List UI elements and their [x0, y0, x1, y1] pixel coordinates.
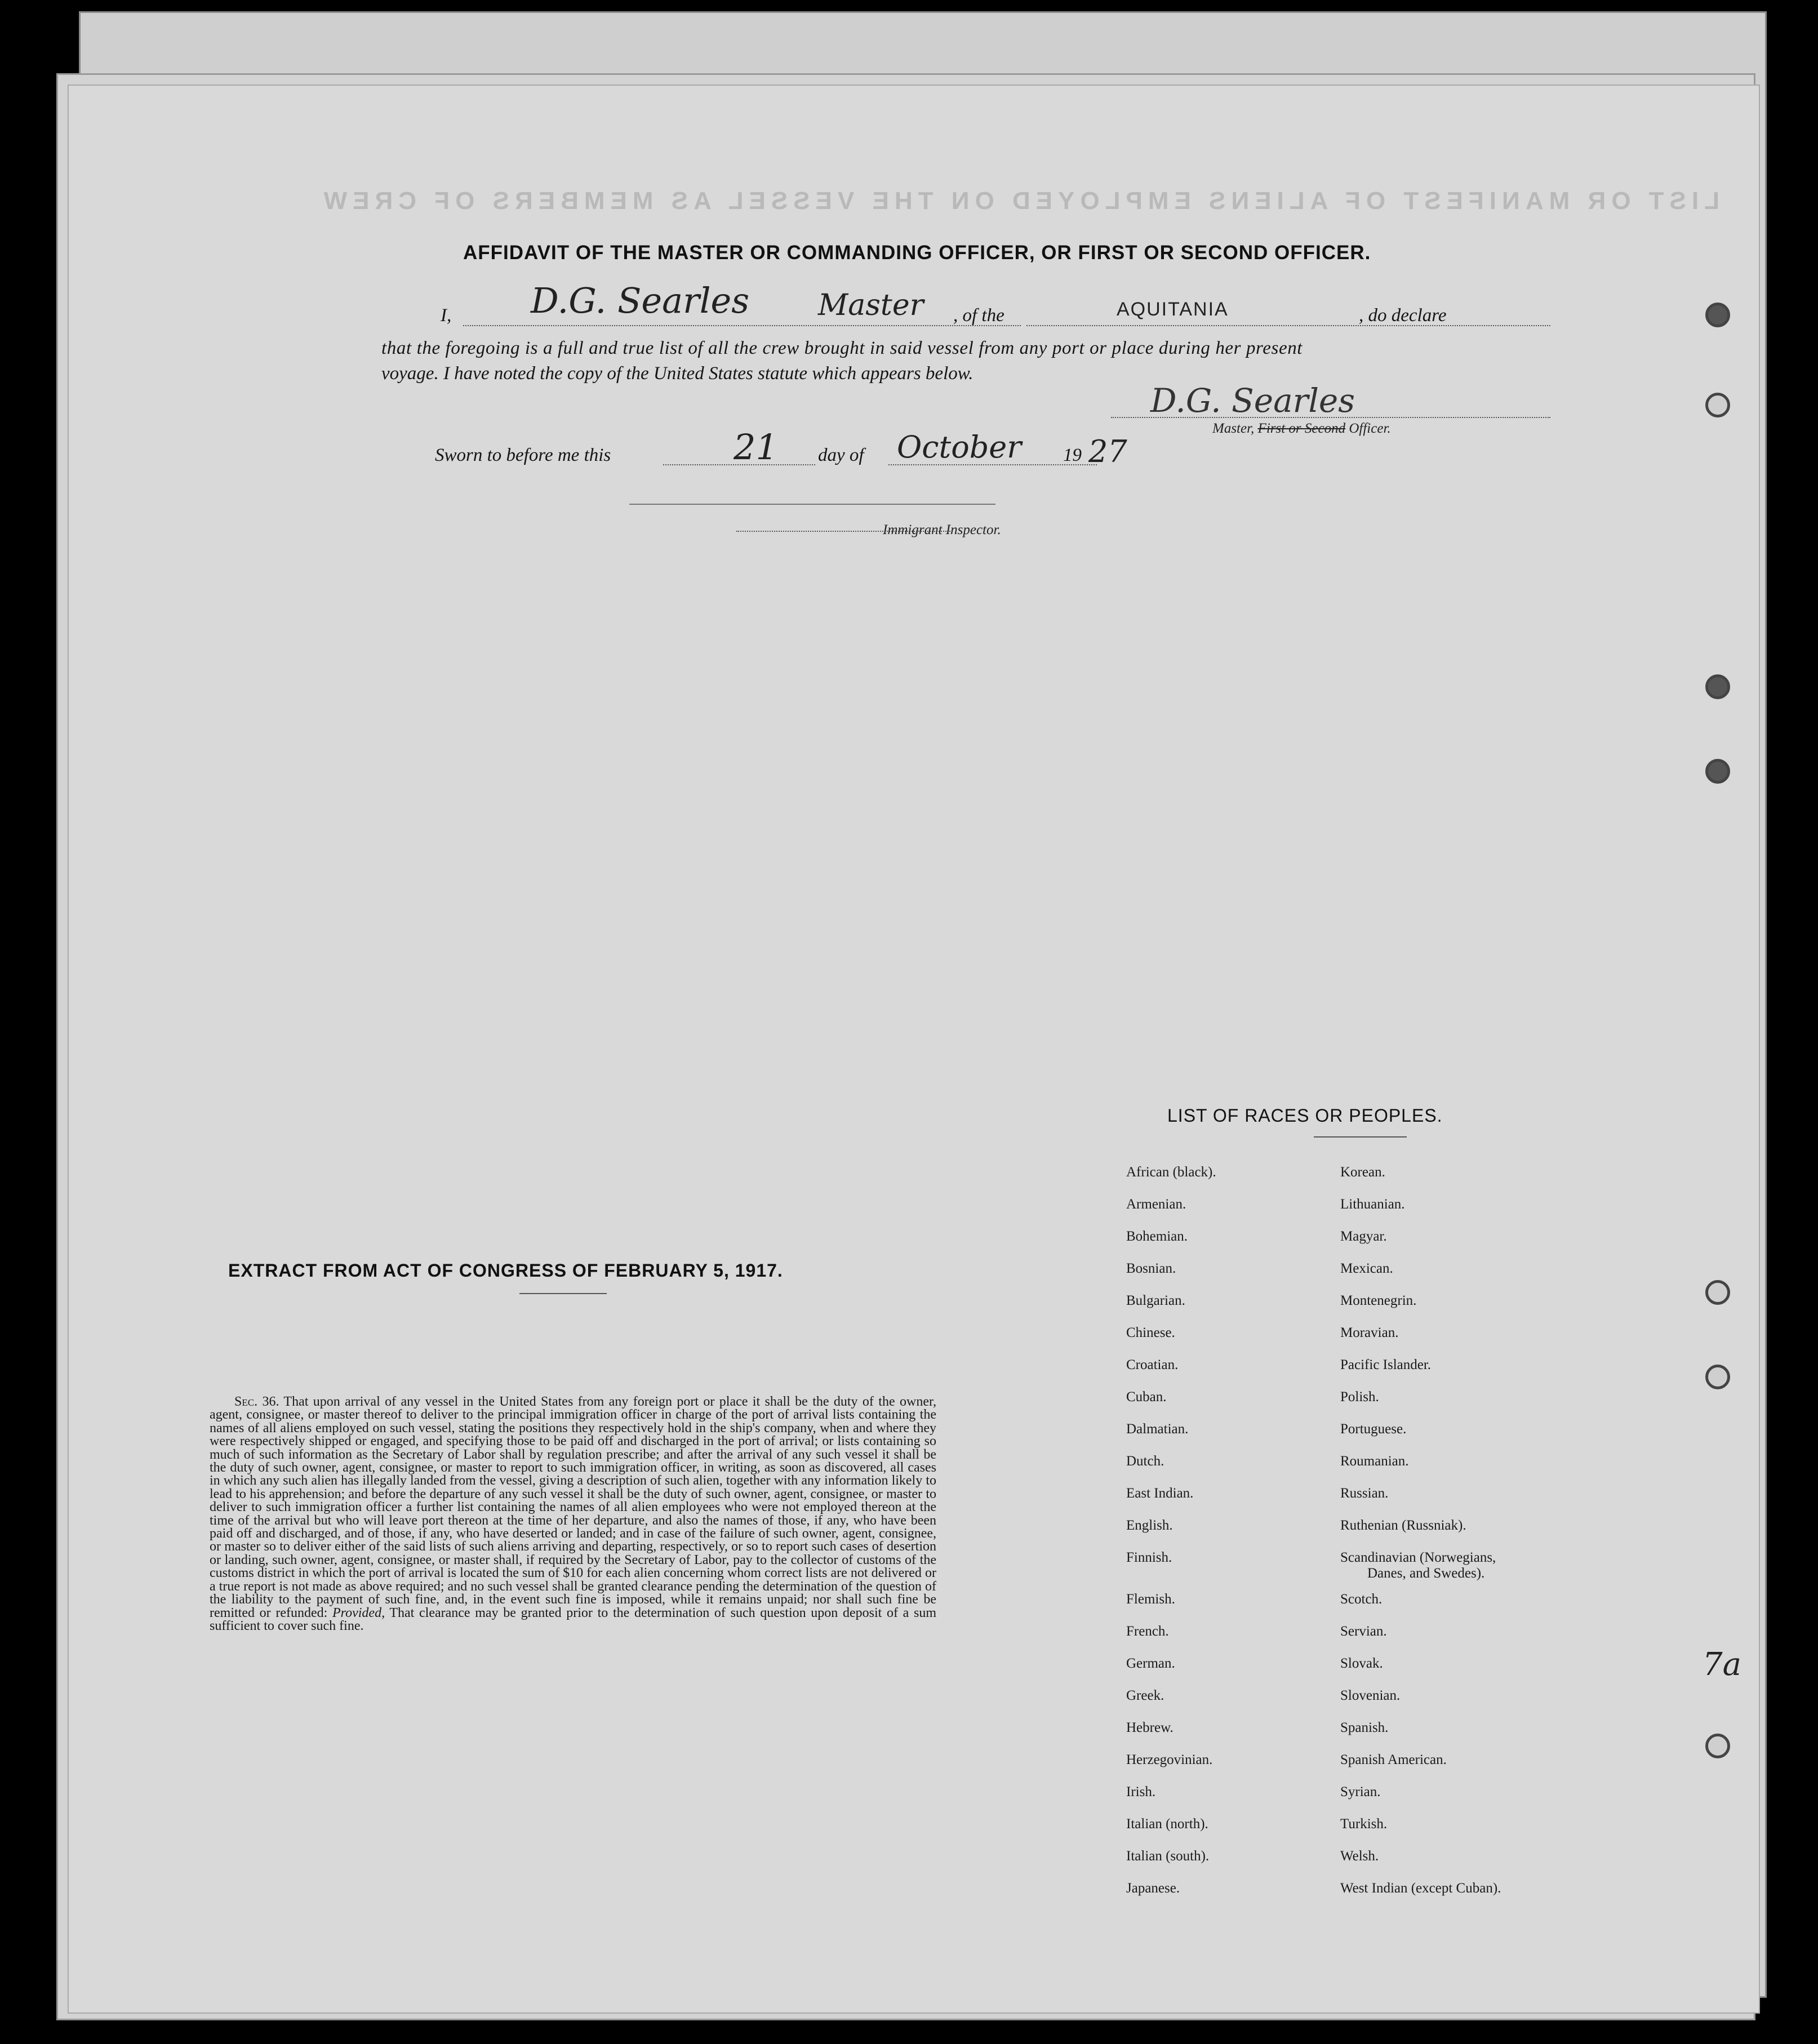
- race-item: Montenegrin.: [1340, 1293, 1417, 1308]
- day-of-text: day of: [818, 445, 864, 465]
- binder-hole: [1705, 759, 1730, 784]
- race-item: Bosnian.: [1126, 1261, 1176, 1276]
- races-left-column: [1126, 1165, 1216, 1913]
- race-item: Slovak.: [1340, 1656, 1383, 1671]
- affidavit-body-line-2: voyage. I have noted the copy of the United States statute which appears below.: [381, 363, 974, 384]
- race-item: Japanese.: [1126, 1881, 1180, 1896]
- race-item: Slovenian.: [1340, 1688, 1401, 1703]
- affidavit-title: AFFIDAVIT OF THE MASTER OR COMMANDING OFFICER, OR FIRST OR SECOND OFFICER.: [463, 242, 1371, 264]
- act-section-36: [210, 1396, 936, 1633]
- sworn-month-handwritten: October: [897, 429, 1022, 465]
- of-the-text: , of the: [953, 305, 1004, 326]
- race-item: Spanish.: [1340, 1720, 1389, 1735]
- race-item: German.: [1126, 1656, 1175, 1671]
- race-item: Korean.: [1340, 1165, 1385, 1180]
- sworn-day-handwritten: 21: [734, 426, 778, 468]
- binder-hole: [1705, 674, 1730, 699]
- race-item: Spanish American.: [1340, 1752, 1447, 1767]
- race-item: Mexican.: [1340, 1261, 1393, 1276]
- officer-caption-master: Master,: [1212, 421, 1255, 436]
- race-item: Syrian.: [1340, 1784, 1381, 1799]
- race-item: Welsh.: [1340, 1849, 1379, 1864]
- bleed-through-header: LIST OR MANIFEST OF ALIENS EMPLOYED ON THE VESSEL AS MEMBERS OF CREW: [318, 187, 1719, 215]
- races-title: LIST OF RACES OR PEOPLES.: [1167, 1105, 1443, 1126]
- race-item: Irish.: [1126, 1784, 1156, 1799]
- race-item: Ruthenian (Russniak).: [1340, 1518, 1466, 1533]
- race-item: Russian.: [1340, 1486, 1389, 1501]
- extract-title: EXTRACT FROM ACT OF CONGRESS OF FEBRUARY 5, 1917.: [228, 1260, 783, 1281]
- race-item: Turkish.: [1340, 1816, 1388, 1832]
- races-title-rule: [1314, 1136, 1407, 1137]
- master-name-line: [463, 325, 1021, 326]
- manifest-page: [68, 85, 1760, 2014]
- race-item: Greek.: [1126, 1688, 1164, 1703]
- officer-caption: [1212, 421, 1391, 437]
- race-item: Bulgarian.: [1126, 1293, 1185, 1308]
- race-item: Moravian.: [1340, 1325, 1399, 1340]
- race-item: Lithuanian.: [1340, 1197, 1405, 1212]
- race-item: Magyar.: [1340, 1229, 1387, 1244]
- binder-hole: [1705, 1280, 1730, 1305]
- officer-caption-struck: First or Second: [1257, 421, 1346, 436]
- race-item: Cuban.: [1126, 1389, 1167, 1405]
- race-item: Roumanian.: [1340, 1454, 1409, 1469]
- race-item: French.: [1126, 1624, 1169, 1639]
- race-item-line: Scandinavian (Norwegians,: [1340, 1550, 1496, 1565]
- master-title-handwritten: Master: [818, 288, 924, 322]
- race-item: [1340, 1550, 1501, 1592]
- binder-hole: [1705, 393, 1730, 417]
- race-item: Scotch.: [1340, 1592, 1383, 1607]
- race-item: Croatian.: [1126, 1357, 1179, 1372]
- race-item: African (black).: [1126, 1165, 1216, 1180]
- race-item: Servian.: [1340, 1624, 1387, 1639]
- binder-hole: [1705, 1734, 1730, 1758]
- race-item: West Indian (except Cuban).: [1340, 1881, 1501, 1896]
- race-item: Chinese.: [1126, 1325, 1175, 1340]
- act-text-part1: That upon arrival of any vessel in the United States from any foreign port or place it shall be the duty of the owner, agent, consignee, or master thereof to deliver to the principal immigration officer in charge of the port of arrival lists containing the names of all aliens employed on such vessel, stating the positions they respectively hold in the ship's company, when and where they were respectively shipped or engaged, and specifying those to be paid off and discharged in the port of arrival; or lists containing so much of such information as the Secretary of Labor shall by regulation prescribe; and after the arrival of any such vessel it shall be the duty of such owner, agent, consignee, or master to report to such immigration officer, in writing, as soon as discovered, all cases in which any such alien has illegally landed from the vessel, giving a description of such alien, together with any information likely to lead to his apprehension; and before the departure of any such vessel it shall be the duty of such owner, agent, consignee, or master to deliver to such immigration officer a further list containing the names of all alien employees who were not employed thereon at the time of the arrival but who will leave port thereon at the time of her departure, and also the names of those, if any, who have been paid off and discharged, and of those, if any, who have deserted or landed; and in case of the failure of such owner, agent, consignee, or master so to deliver either of the said lists of such aliens arriving and departing, respectively, or so to report such cases of desertion or landing, such owner, agent, consignee, or master shall, if required by the Secretary of Labor, pay to the collector of customs of the customs district in which the port of arrival is located the sum of $10 for each alien concerning whom correct lists are not delivered or a true report is not made as above required; and no such vessel shall be granted clearance pending the determination of the question of the liability to the payment of such fine, and, in the event such fine is imposed, while it remains unpaid; nor shall such fine be remitted or refunded:: [210, 1394, 937, 1620]
- officer-caption-end: Officer.: [1349, 421, 1391, 436]
- signature-handwritten: D.G. Searles: [1150, 381, 1355, 420]
- year-suffix-handwritten: 27: [1088, 434, 1127, 469]
- race-item: East Indian.: [1126, 1486, 1194, 1501]
- race-item: Dutch.: [1126, 1454, 1164, 1469]
- race-item: Portuguese.: [1340, 1421, 1407, 1437]
- vessel-line: [1026, 325, 1550, 326]
- race-item: English.: [1126, 1518, 1173, 1533]
- extract-title-rule: [519, 1293, 607, 1294]
- master-name-handwritten: D.G. Searles: [531, 280, 750, 321]
- year-prefix: 19: [1063, 445, 1082, 465]
- race-item: Pacific Islander.: [1340, 1357, 1432, 1372]
- vessel-name: AQUITANIA: [1117, 299, 1229, 320]
- race-item: Flemish.: [1126, 1592, 1175, 1607]
- race-item-line: Danes, and Swedes).: [1367, 1566, 1485, 1581]
- inspector-signature-rule: [629, 504, 995, 505]
- binder-hole: [1705, 1365, 1730, 1389]
- race-item: Polish.: [1340, 1389, 1379, 1405]
- affidavit-body-line-1: that the foregoing is a full and true list of all the crew brought in said vessel from any port or place during her present: [381, 338, 1303, 358]
- act-text-part2: That clearance may be granted prior to the determination of such question upon deposit of a sum sufficient to cover such fine.: [210, 1605, 937, 1633]
- race-item: Italian (north).: [1126, 1816, 1208, 1832]
- affidavit-lead: I,: [441, 305, 452, 326]
- act-section-label: Sec. 36.: [234, 1394, 279, 1409]
- race-item: Bohemian.: [1126, 1229, 1188, 1244]
- races-right-column: [1340, 1165, 1501, 1913]
- sworn-text: Sworn to before me this: [435, 445, 611, 465]
- race-item: Armenian.: [1126, 1197, 1186, 1212]
- race-item: Hebrew.: [1126, 1720, 1174, 1735]
- inspector-caption: Immigrant Inspector.: [883, 522, 1001, 537]
- binder-hole: [1705, 303, 1730, 327]
- act-provided: Provided,: [332, 1605, 385, 1620]
- race-item: Dalmatian.: [1126, 1421, 1189, 1437]
- race-item: Finnish.: [1126, 1550, 1172, 1565]
- margin-mark: 7a: [1703, 1646, 1742, 1683]
- do-declare-text: , do declare: [1359, 305, 1447, 326]
- race-item: Herzegovinian.: [1126, 1752, 1213, 1767]
- race-item: Italian (south).: [1126, 1849, 1210, 1864]
